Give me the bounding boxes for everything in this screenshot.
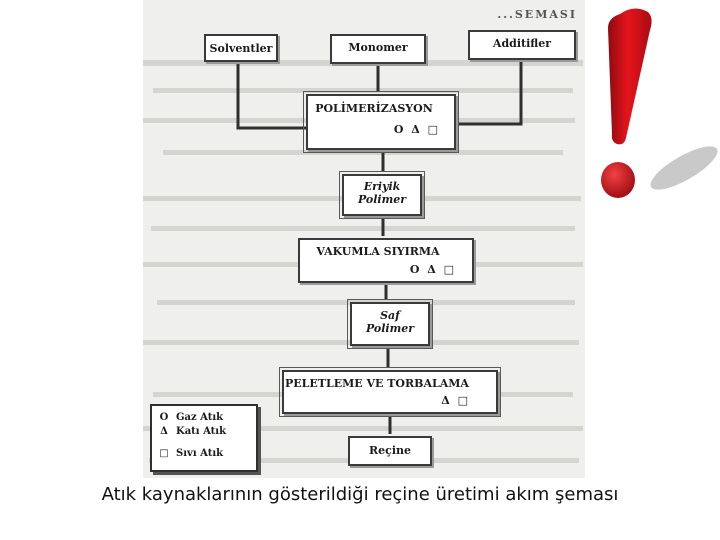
monomer-box: Monomer — [330, 34, 426, 64]
exclamation-icon — [584, 0, 720, 206]
additifler-box: Additifler — [468, 30, 576, 60]
peletleme-torbalama-box: PELETLEME VE TORBALAMA Δ □ — [282, 370, 498, 414]
triangle-symbol: Δ — [160, 426, 168, 437]
eriyik-polimer-box: Eriyik Polimer — [342, 174, 422, 216]
vakumla-siyirma-box: VAKUMLA SIYIRMA O Δ □ — [298, 238, 474, 283]
recine-box: Reçine — [348, 436, 432, 466]
polimerizasyon-box: POLİMERİZASYON O Δ □ — [306, 94, 456, 150]
waste-symbols: Δ □ — [441, 394, 470, 407]
circle-symbol: O — [159, 412, 169, 423]
saf-polimer-box: Saf Polimer — [350, 302, 430, 346]
figure-caption: Atık kaynaklarının gösterildiği reçine üretimi akım şeması — [101, 484, 619, 505]
shadow — [645, 139, 720, 198]
page-header-fragment: ...SEMASI — [497, 8, 577, 21]
connector-solventler — [238, 62, 306, 128]
waste-symbols: O Δ □ — [393, 123, 440, 136]
legend-gaz: O Gaz Atık — [159, 412, 224, 423]
square-symbol: □ — [159, 448, 169, 459]
exclamation-bar — [608, 8, 652, 144]
waste-legend — [150, 404, 258, 472]
waste-symbols: O Δ □ — [409, 263, 456, 276]
exclamation-dot — [601, 162, 635, 198]
connector-additifler — [456, 60, 521, 124]
solventler-box: Solventler — [204, 34, 278, 62]
legend-kati: Δ Katı Atık — [158, 425, 250, 439]
legend-sivi: □ Sıvı Atık — [159, 448, 224, 459]
